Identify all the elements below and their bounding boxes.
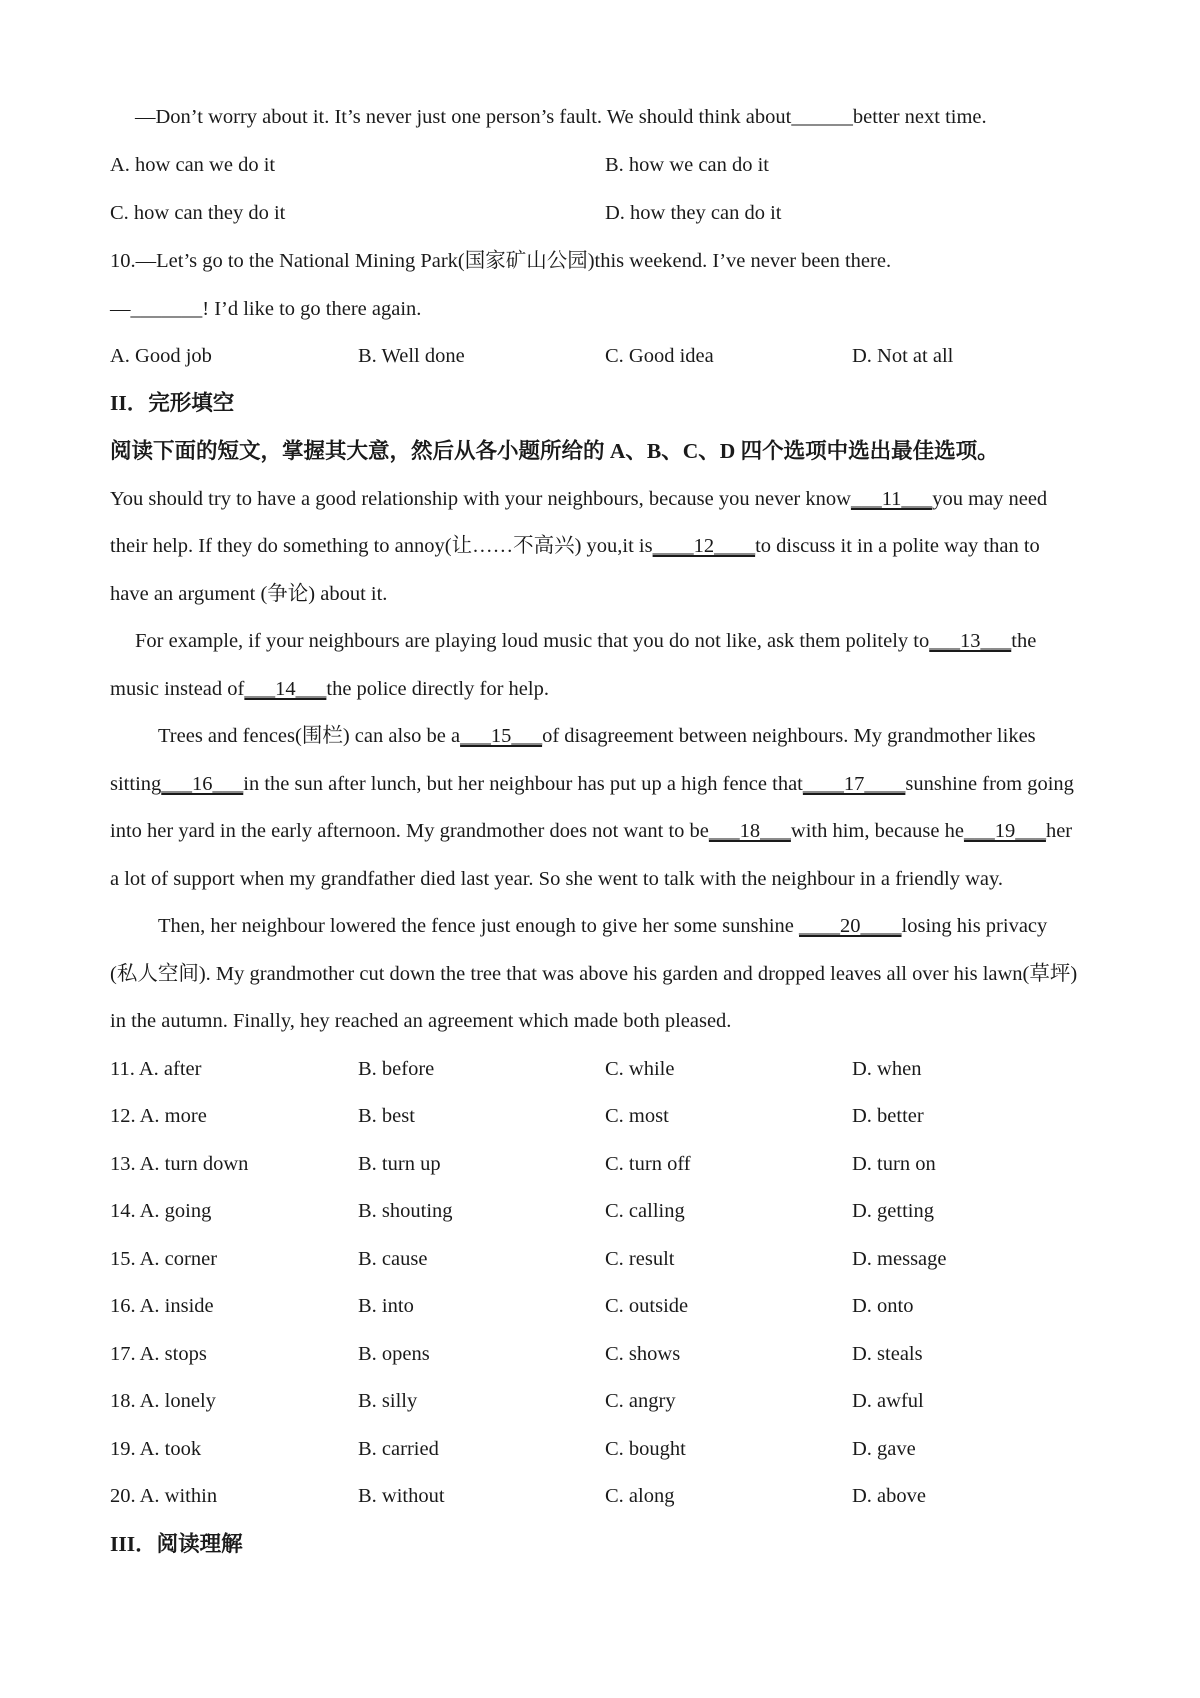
passage-line: For example, if your neighbours are playing loud music that you do not like, ask them politely to___13___the (135, 630, 1037, 652)
option-20-b: B. without (358, 1485, 445, 1507)
q10-option-a: A. Good job (110, 345, 212, 367)
option-11-b: B. before (358, 1058, 435, 1080)
q10-prompt: 10.—Let’s go to the National Mining Park(国家矿山公园)this weekend. I’ve never been there. (110, 250, 892, 272)
q9-option-d: D. how they can do it (605, 202, 782, 224)
blank-19: ___19___ (963, 820, 1046, 842)
option-12-c: C. most (605, 1105, 669, 1127)
option-19-d: D. gave (852, 1438, 916, 1460)
section-3-title: III．阅读理解 (110, 1532, 243, 1556)
option-13-a: 13. A. turn down (110, 1153, 249, 1175)
q10-option-b: B. Well done (358, 345, 465, 367)
option-17-d: D. steals (852, 1343, 923, 1365)
option-12-d: D. better (852, 1105, 924, 1127)
section-2-instruction: 阅读下面的短文，掌握其大意，然后从各小题所给的 A、B、C、D 四个选项中选出最佳选项。 (110, 439, 999, 463)
option-15-a: 15. A. corner (110, 1248, 218, 1270)
blank-17: ____17____ (802, 773, 906, 795)
option-14-a: 14. A. going (110, 1200, 212, 1222)
passage-line: (私人空间). My grandmother cut down the tree that was above his garden and dropped leaves all over his lawn(草坪) (110, 963, 1078, 985)
blank-18: ___18___ (708, 820, 791, 842)
option-12-b: B. best (358, 1105, 415, 1127)
option-13-b: B. turn up (358, 1153, 441, 1175)
blank-11: ___11___ (850, 488, 933, 510)
passage-line: have an argument (争论) about it. (110, 583, 388, 605)
option-12-a: 12. A. more (110, 1105, 207, 1127)
section-2-title: II．完形填空 (110, 391, 235, 415)
option-17-b: B. opens (358, 1343, 430, 1365)
q9-option-a: A. how can we do it (110, 154, 276, 176)
blank-16: ___16___ (161, 773, 244, 795)
option-15-d: D. message (852, 1248, 947, 1270)
option-15-c: C. result (605, 1248, 675, 1270)
option-16-d: D. onto (852, 1295, 914, 1317)
passage-line: a lot of support when my grandfather died last year. So she went to talk with the neighbour in a friendly way. (110, 868, 1004, 890)
passage-line: Then, her neighbour lowered the fence just enough to give her some sunshine ____20____losing his privacy (158, 915, 1048, 937)
option-19-c: C. bought (605, 1438, 686, 1460)
option-11-a: 11. A. after (110, 1058, 202, 1080)
passage-line: You should try to have a good relationship with your neighbours, because you never know___11___you may need (110, 488, 1048, 510)
q10-option-d: D. Not at all (852, 345, 954, 367)
q9-option-b: B. how we can do it (605, 154, 769, 176)
option-20-a: 20. A. within (110, 1485, 218, 1507)
q10-reply: —_______! I’d like to go there again. (110, 298, 422, 320)
option-18-d: D. awful (852, 1390, 924, 1412)
option-20-d: D. above (852, 1485, 927, 1507)
q9-option-c: C. how can they do it (110, 202, 286, 224)
option-17-c: C. shows (605, 1343, 681, 1365)
blank-15: ___15___ (460, 725, 543, 747)
passage-line: sitting___16___in the sun after lunch, but her neighbour has put up a high fence that____17____sunshine from going (110, 773, 1074, 795)
option-16-b: B. into (358, 1295, 414, 1317)
option-16-a: 16. A. inside (110, 1295, 214, 1317)
passage-line: their help. If they do something to annoy(让……不高兴) you,it is____12____to discuss it in a polite way than to (110, 535, 1040, 557)
option-20-c: C. along (605, 1485, 675, 1507)
option-14-b: B. shouting (358, 1200, 453, 1222)
option-14-c: C. calling (605, 1200, 685, 1222)
passage-line: in the autumn. Finally, hey reached an agreement which made both pleased. (110, 1010, 732, 1032)
passage-line: into her yard in the early afternoon. My grandmother does not want to be___18___with him, because he___19___her (110, 820, 1073, 842)
option-16-c: C. outside (605, 1295, 689, 1317)
blank-14: ___14___ (244, 678, 327, 700)
blank-20: ____20____ (799, 915, 902, 937)
option-13-c: C. turn off (605, 1153, 691, 1175)
blank-13: ___13___ (929, 630, 1012, 652)
q10-option-c: C. Good idea (605, 345, 714, 367)
option-18-c: C. angry (605, 1390, 676, 1412)
option-13-d: D. turn on (852, 1153, 936, 1175)
option-14-d: D. getting (852, 1200, 934, 1222)
option-11-c: C. while (605, 1058, 675, 1080)
passage-line: Trees and fences(围栏) can also be a___15___of disagreement between neighbours. My grandmother likes (158, 725, 1036, 747)
option-18-b: B. silly (358, 1390, 418, 1412)
option-15-b: B. cause (358, 1248, 428, 1270)
q9-reply: —Don’t worry about it. It’s never just one person’s fault. We should think about______better next time. (135, 106, 987, 128)
option-18-a: 18. A. lonely (110, 1390, 216, 1412)
blank-12: ____12____ (652, 535, 756, 557)
option-19-a: 19. A. took (110, 1438, 202, 1460)
option-19-b: B. carried (358, 1438, 439, 1460)
option-17-a: 17. A. stops (110, 1343, 207, 1365)
option-11-d: D. when (852, 1058, 922, 1080)
passage-line: music instead of___14___the police directly for help. (110, 678, 549, 700)
